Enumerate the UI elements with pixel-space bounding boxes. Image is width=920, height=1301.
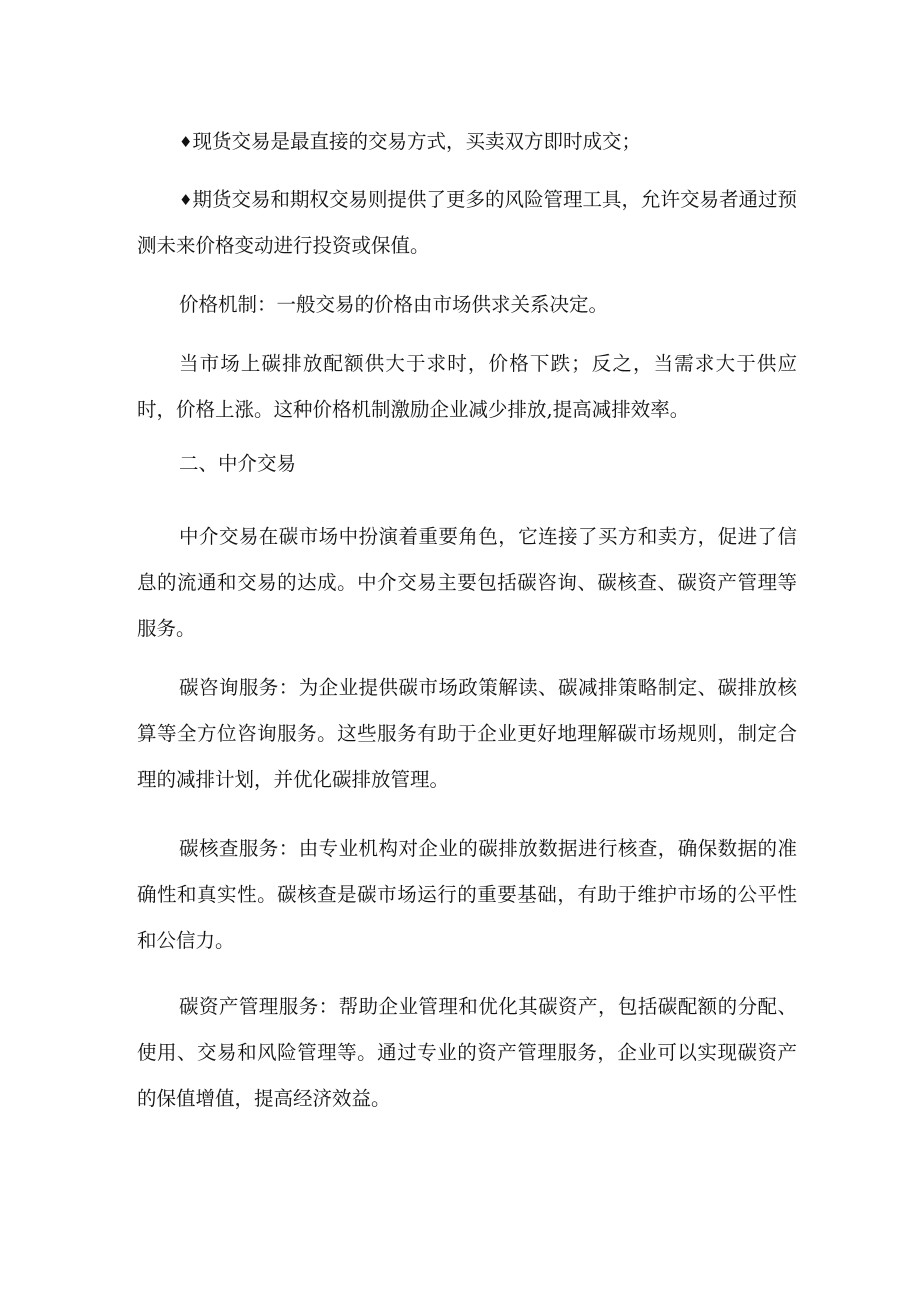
bullet-spot-trading bbox=[137, 119, 797, 165]
section-heading-intermediary: 二、中介交易 bbox=[179, 452, 297, 475]
bullet-futures-options bbox=[137, 177, 797, 269]
bullet-futures-options-text: 期货交易和期权交易则提供了更多的风险管理工具，允许交易者通过预测未来价格变动进行投资或保值。 bbox=[137, 188, 797, 257]
paragraph-price-mechanism: 价格机制：一般交易的价格由市场供求关系决定。 bbox=[179, 293, 609, 316]
paragraph-price-detail: 当市场上碳排放配额供大于求时，价格下跌；反之，当需求大于供应时，价格上涨。这种价格机制激励企业减少排放,提高减排效率。 bbox=[137, 352, 797, 421]
paragraph-carbon-consulting: 碳咨询服务：为企业提供碳市场政策解读、碳减排策略制定、碳排放核算等全方位咨询服务。这些服务有助于企业更好地理解碳市场规则，制定合理的减排计划，并优化碳排放管理。 bbox=[137, 676, 797, 791]
paragraph-carbon-verification: 碳核查服务：由专业机构对企业的碳排放数据进行核查，确保数据的准确性和真实性。碳核查是碳市场运行的重要基础，有助于维护市场的公平性和公信力。 bbox=[137, 837, 797, 952]
paragraph-carbon-asset-management: 碳资产管理服务：帮助企业管理和优化其碳资产，包括碳配额的分配、使用、交易和风险管理等。通过专业的资产管理服务，企业可以实现碳资产的保值增值，提高经济效益。 bbox=[137, 995, 797, 1110]
diamond-bullet-icon: ♦ bbox=[179, 191, 193, 209]
bullet-spot-trading-text: 现货交易是最直接的交易方式，买卖双方即时成交； bbox=[192, 130, 641, 153]
paragraph-intermediary-intro: 中介交易在碳市场中扮演着重要角色，它连接了买方和卖方，促进了信息的流通和交易的达成。中介交易主要包括碳咨询、碳核查、碳资产管理等服务。 bbox=[137, 525, 797, 640]
diamond-bullet-icon: ♦ bbox=[179, 133, 193, 151]
